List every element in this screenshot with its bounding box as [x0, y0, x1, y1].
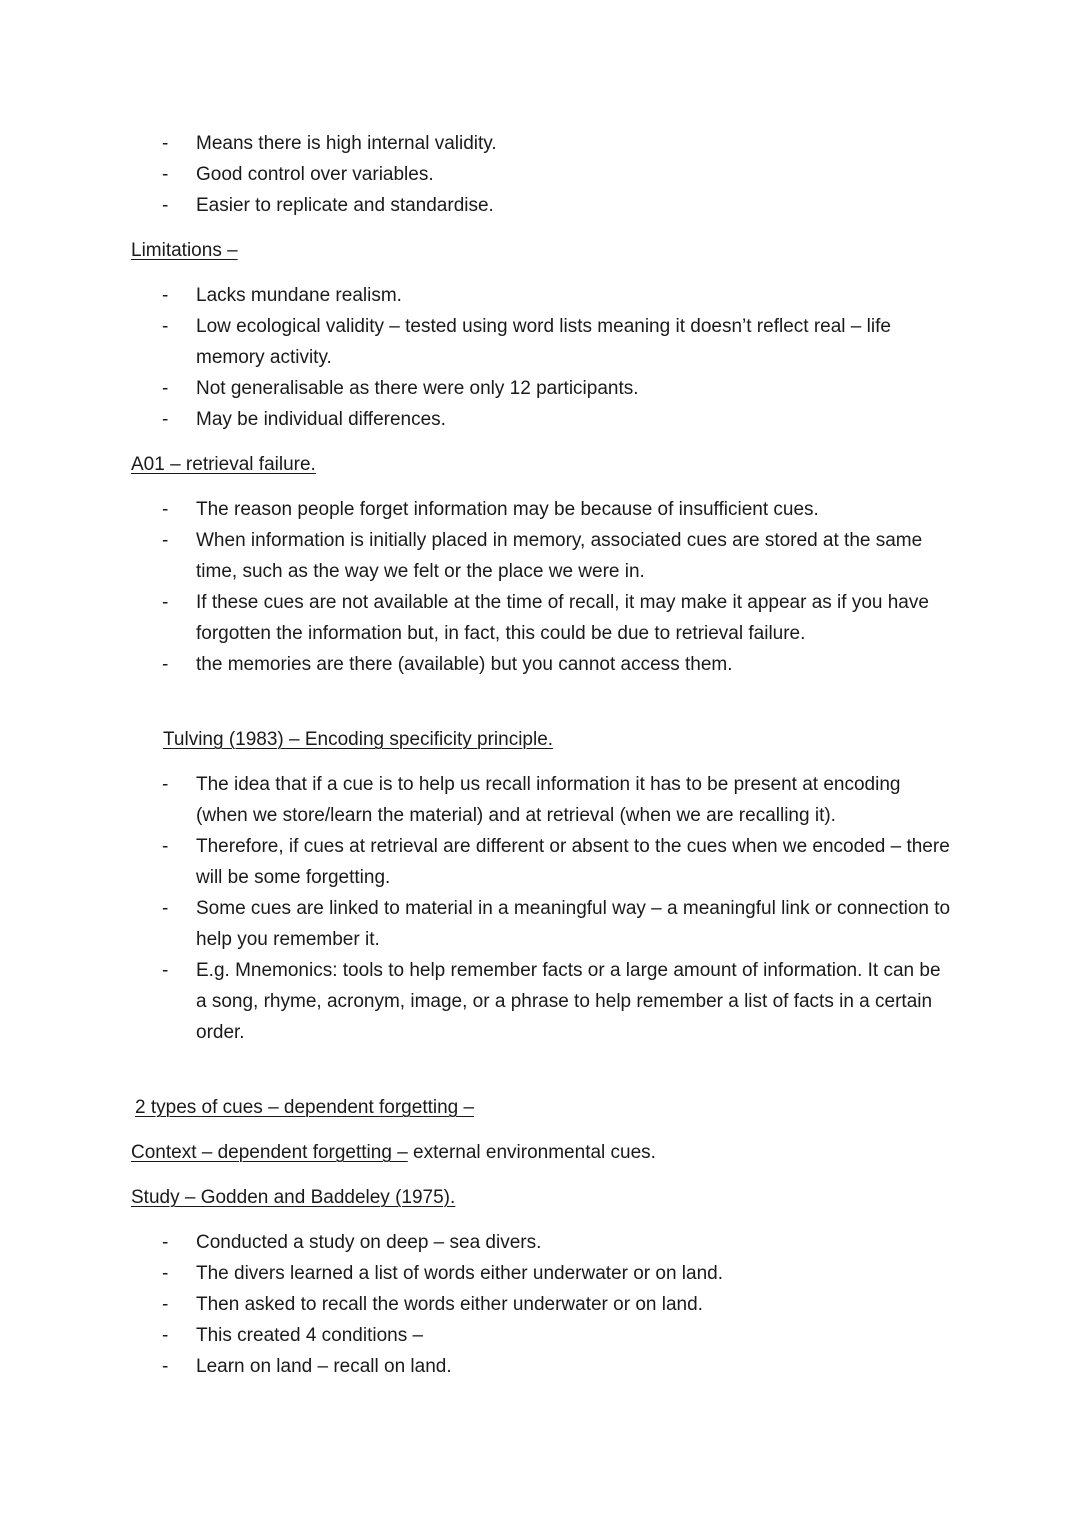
- list-item: - the memories are there (available) but you cannot access them.: [162, 654, 733, 675]
- study-heading: Study – Godden and Baddeley (1975).: [131, 1187, 456, 1208]
- list-item: - The reason people forget information may be because of insufficient cues.: [162, 499, 819, 520]
- limitations-heading: Limitations –: [131, 240, 238, 261]
- study-list: [0, 1227, 956, 1382]
- list-item: - Low ecological validity – tested using word lists meaning it doesn’t reflect real – life memory activity.: [162, 316, 891, 368]
- tulving-heading: Tulving (1983) – Encoding specificity principle.: [163, 729, 554, 750]
- list-item: - Some cues are linked to material in a meaningful way – a meaningful link or connection to help you remember it.: [162, 898, 951, 950]
- cue-types-heading: 2 types of cues – dependent forgetting –: [135, 1097, 475, 1118]
- list-item: - The divers learned a list of words either underwater or on land.: [162, 1263, 723, 1284]
- list-item: - Conducted a study on deep – sea divers.: [162, 1232, 542, 1253]
- list-item: - Therefore, if cues at retrieval are different or absent to the cues when we encoded – there will be some forgetting.: [162, 836, 950, 888]
- list-item: - Easier to replicate and standardise.: [162, 195, 494, 216]
- list-item: - May be individual differences.: [162, 409, 446, 430]
- list-item: - If these cues are not available at the time of recall, it may make it appear as if you have forgotten the information but, in fact, this could be due to retrieval failure.: [162, 592, 929, 644]
- strengths-list: [0, 128, 956, 221]
- context-dependent-heading: Context – dependent forgetting – external environmental cues.: [131, 1142, 656, 1163]
- ao1-list: [0, 494, 956, 680]
- list-item: - The idea that if a cue is to help us recall information it has to be present at encoding (when we store/learn the material) and at retrieval (when we are recalling it).: [162, 774, 901, 826]
- ao1-heading: A01 – retrieval failure.: [131, 454, 316, 475]
- list-item: - Learn on land – recall on land.: [162, 1356, 452, 1377]
- list-item: - Not generalisable as there were only 12 participants.: [162, 378, 639, 399]
- list-item: - Good control over variables.: [162, 164, 434, 185]
- list-item: - Means there is high internal validity.: [162, 133, 497, 154]
- list-item: - When information is initially placed in memory, associated cues are stored at the same time, such as the way we felt or the place we were in.: [162, 530, 923, 582]
- list-item: - Then asked to recall the words either underwater or on land.: [162, 1294, 703, 1315]
- limitations-list: [0, 280, 956, 435]
- tulving-list: [0, 769, 956, 1048]
- list-item: - E.g. Mnemonics: tools to help remember facts or a large amount of information. It can be a song, rhyme, acronym, image, or a phrase to help remember a list of facts in a certain order.: [162, 960, 941, 1043]
- list-item: - This created 4 conditions –: [162, 1325, 424, 1346]
- list-item: - Lacks mundane realism.: [162, 285, 402, 306]
